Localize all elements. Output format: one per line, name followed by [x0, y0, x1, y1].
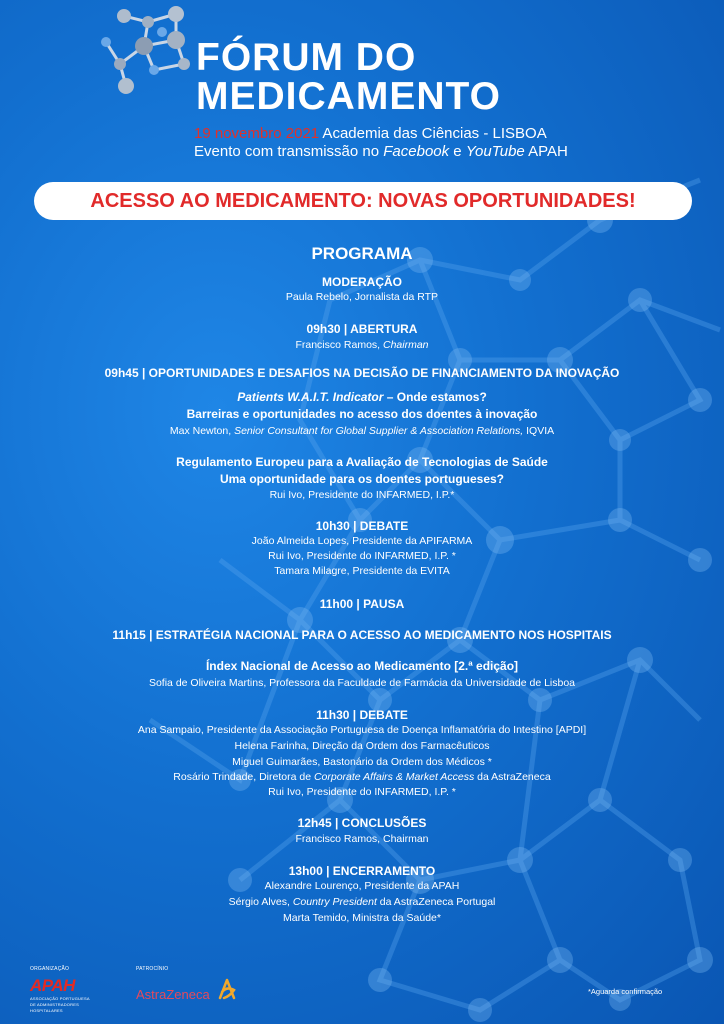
theme-banner: ACESSO AO MEDICAMENTO: NOVAS OPORTUNIDADES!	[34, 182, 692, 220]
opening-speaker	[0, 338, 724, 353]
title-line-1: FÓRUM DO	[196, 36, 417, 79]
opening-role: Chairman	[383, 339, 429, 351]
opening-title: 09h30 | ABERTURA	[306, 322, 418, 336]
stream-apah: APAH	[524, 143, 568, 160]
talk3-title: Índex Nacional de Acesso ao Medicamento [2.ª edição]	[205, 659, 519, 673]
closing-title: 13h00 | ENCERRAMENTO	[288, 864, 436, 878]
event-venue: Academia das Ciências - LISBOA	[319, 125, 547, 142]
talk1-title-italic: Patients W.A.I.T. Indicator	[237, 390, 384, 404]
astrazeneca-logo: AstraZeneca	[136, 987, 210, 1002]
debate1-speaker: Rui Ivo, Presidente do INFARMED, I.P. *	[268, 550, 456, 562]
confirmation-note: *Aguarda confirmação	[588, 987, 663, 996]
conclusions-title: 12h45 | CONCLUSÕES	[297, 816, 427, 830]
apah-logo: APAH	[30, 976, 75, 995]
rosario-italic: Corporate Affairs & Market Access	[313, 771, 475, 783]
talk1-speaker	[0, 424, 724, 439]
closing-2-name: Sérgio Alves,	[228, 896, 293, 908]
sponsor-label: PATROCÍNIO	[136, 966, 169, 972]
debate2-speaker: Miguel Guimarães, Bastonário da Ordem dos Médicos *	[232, 756, 492, 768]
closing-2-role: Country President	[292, 896, 377, 908]
stream-facebook: Facebook	[383, 143, 450, 160]
talk1-speaker-name: Max Newton,	[169, 425, 235, 437]
rosario-org: da AstraZeneca	[474, 771, 551, 783]
apah-tagline: ASSOCIAÇÃO PORTUGUESA DE ADMINISTRADORES HOSPITALARES	[30, 996, 90, 1013]
closing-speaker: Marta Temido, Ministra da Saúde*	[283, 912, 441, 924]
molecule-logo-icon	[96, 2, 206, 98]
closing-2-org: da AstraZeneca Portugal	[376, 896, 496, 908]
organization-label: ORGANIZAÇÃO	[30, 966, 70, 972]
debate1-speaker: João Almeida Lopes, Presidente da APIFARMA	[251, 535, 473, 547]
talk1-title-rest: – Onde estamos?	[383, 390, 487, 404]
astrazeneca-symbol-icon	[216, 978, 238, 1002]
debate2-speaker: Helena Farinha, Direção da Ordem dos Farmacêuticos	[234, 740, 490, 752]
stream-and: e	[449, 143, 466, 160]
talk1-title	[0, 389, 724, 406]
talk1-title-line2: Barreiras e oportunidades no acesso dos doentes à inovação	[186, 407, 538, 421]
closing-speaker	[0, 895, 724, 910]
title-line-2: MEDICAMENTO	[196, 75, 501, 118]
debate1-speaker: Tamara Milagre, Presidente da EVITA	[274, 565, 450, 577]
talk2-speaker: Rui Ivo, Presidente do INFARMED, I.P.*	[269, 489, 455, 501]
session2-title: 11h15 | ESTRATÉGIA NACIONAL PARA O ACESSO AO MEDICAMENTO NOS HOSPITAIS	[112, 628, 612, 642]
debate2-speaker: Rui Ivo, Presidente do INFARMED, I.P. *	[268, 786, 456, 798]
debate2-speaker: Ana Sampaio, Presidente da Associação Portuguesa de Doença Inflamatória do Intestino [APDI]	[137, 724, 587, 736]
moderation-name: Paula Rebelo, Jornalista da RTP	[285, 291, 439, 303]
debate2-speaker-rosario	[0, 770, 724, 785]
talk2-title-line2: Uma oportunidade para os doentes portugueses?	[219, 472, 505, 486]
talk3-speaker: Sofia de Oliveira Martins, Professora da Faculdade de Farmácia da Universidade de Lisboa	[148, 677, 576, 689]
talk1-speaker-org: IQVIA	[523, 425, 555, 437]
session1-title: 09h45 | OPORTUNIDADES E DESAFIOS NA DECISÃO DE FINANCIAMENTO DA INOVAÇÃO	[104, 366, 620, 380]
moderation-title: MODERAÇÃO	[322, 275, 402, 289]
debate2-title: 11h30 | DEBATE	[316, 708, 408, 722]
event-date: 19 novembro 2021	[194, 125, 320, 142]
debate1-title: 10h30 | DEBATE	[315, 519, 409, 533]
rosario-text: Rosário Trindade, Diretora de	[173, 771, 314, 783]
talk2-title-line1: Regulamento Europeu para a Avaliação de Tecnologias de Saúde	[176, 455, 548, 469]
closing-speaker: Alexandre Lourenço, Presidente da APAH	[264, 880, 460, 892]
program-heading: PROGRAMA	[311, 244, 413, 263]
pause-title: 11h00 | PAUSA	[319, 597, 405, 611]
opening-name: Francisco Ramos,	[295, 339, 383, 351]
conclusions-name: Francisco Ramos, Chairman	[295, 833, 429, 845]
stream-youtube: YouTube	[465, 143, 525, 160]
event-date-venue	[194, 125, 547, 143]
talk1-speaker-role: Senior Consultant for Global Supplier & Association Relations,	[234, 425, 524, 437]
event-stream	[194, 143, 568, 161]
stream-text: Evento com transmissão no	[194, 143, 384, 160]
